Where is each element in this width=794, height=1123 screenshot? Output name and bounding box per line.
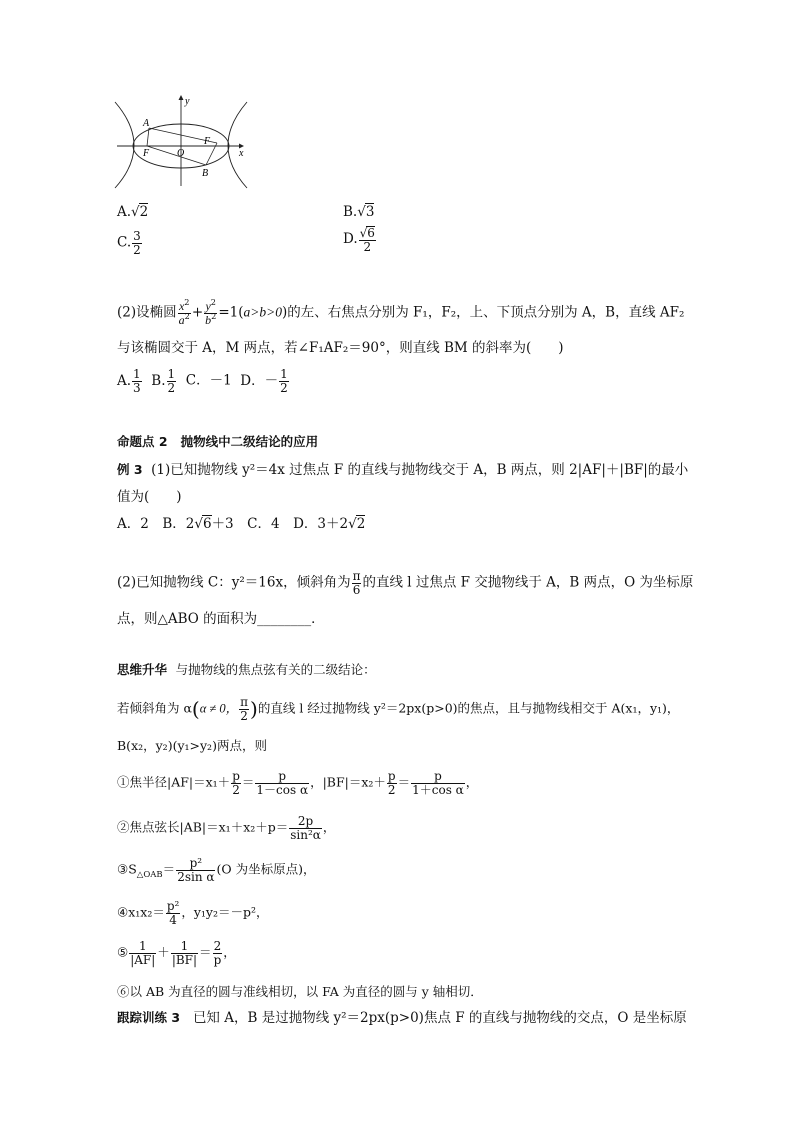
summary-condition-line1: 若倾斜角为 α(α ≠ 0， $\frac{\pi}{2}$ )的直线 l 经过抛物线 y²＝2px(p>0)的焦点，且与抛物线相交于 A(x₁，y₁)， bbox=[117, 695, 680, 723]
q1-option-c[interactable]: C. $\frac{3}{2}$ bbox=[117, 229, 141, 257]
section-heading-label: 命题点 2 bbox=[117, 434, 168, 449]
point-B-label: B bbox=[202, 168, 209, 179]
axis-x-label: x bbox=[239, 148, 244, 159]
summary-title: 思维升华 bbox=[117, 662, 168, 677]
training-line: 跟踪训练 3 已知 A，B 是过抛物线 y²＝2px(p>0)焦点 F 的直线与抛物线的交点，O 是坐标原 bbox=[117, 1010, 687, 1026]
ex3-2-line2: 点，则△ABO 的面积为________． bbox=[117, 611, 325, 627]
q1-option-b[interactable]: B.√3 bbox=[343, 204, 375, 220]
hyperbola-right-branch bbox=[228, 102, 247, 188]
section-heading bbox=[117, 434, 318, 449]
rule-2: ②焦点弦长|AB|＝x₁＋x₂＋p＝ $\frac{2p}{\text{sin²α}}$ ， bbox=[117, 814, 336, 842]
summary-condition-line2: B(x₂，y₂)(y₁>y₂)两点，则 bbox=[117, 738, 267, 753]
pi-over-6-fraction: $\frac{\pi}{6}$ bbox=[352, 569, 361, 597]
q2-line1: (2)设椭圆 $\frac{x^2}{a^2}$ + $\frac{y^2}{b^2}$ =1(a>b>0)的左、右焦点分别为 F₁，F₂，上、下顶点分别为 A，B，直线 AF₂ bbox=[117, 297, 685, 327]
y-axis-arrow bbox=[179, 95, 184, 100]
q2-y-fraction: $\frac{y^2}{b^2}$ bbox=[205, 297, 217, 327]
q1-option-c-fraction: $\frac{3}{2}$ bbox=[133, 229, 141, 257]
hyperbola-left-branch bbox=[115, 102, 134, 188]
summary-intro: 与抛物线的焦点弦有关的二级结论： bbox=[175, 662, 376, 677]
q2-option-d[interactable]: D．－ $\frac{1}{2}$ bbox=[240, 367, 288, 395]
rule-5: ⑤ $\frac{1}{|AF|}$ ＋ $\frac{1}{|BF|}$ ＝ $\frac{2}{p}$ ， bbox=[117, 939, 236, 967]
rule-1: ①焦半径|AF|＝x₁＋ $\frac{p}{2}$ ＝ $\frac{p}{\text{1－cos α}}$ ，|BF|＝x₂＋ $\frac{p}{2}$ ＝ $\frac{p}{\text{1＋cos α}}$ ， bbox=[117, 769, 479, 797]
rule-3: $③S_{\triangle OAB}=$ $\frac{\text{p²}}{\text{2sin α}}$ (O 为坐标原点)， bbox=[117, 856, 316, 884]
ex3-line1: 例 3 (1)已知抛物线 y²＝4x 过焦点 F 的直线与抛物线交于 A，B 两点，则 2|AF|＋|BF|的最小 bbox=[117, 462, 689, 478]
ex3-options: A．2 B．2√6＋3 C．4 D．3＋2√2 bbox=[117, 516, 366, 532]
section-heading-title: 抛物线中二级结论的应用 bbox=[180, 434, 319, 449]
q1-option-d[interactable]: D. $\frac{√6}{2}$ bbox=[343, 226, 375, 254]
ex3-2-line1: (2)已知抛物线 C：y²＝16x，倾斜角为 $\frac{\pi}{6}$ 的直线 l 过焦点 F 交抛物线于 A，B 两点，O 为坐标原 bbox=[117, 569, 694, 597]
point-F2-label: F bbox=[204, 136, 211, 147]
point-F1-label: F bbox=[143, 148, 150, 159]
rule-6: ⑥以 AB 为直径的圆与准线相切，以 FA 为直径的圆与 y 轴相切． bbox=[117, 984, 483, 999]
q2-option-b[interactable]: B. $\frac{1}{2}$ bbox=[151, 367, 176, 395]
point-O-label: O bbox=[177, 148, 185, 159]
rule-4: ④x₁x₂＝ $\frac{\text{p²}}{4}$ ，y₁y₂＝－p²， bbox=[117, 899, 269, 927]
axis-y-label: y bbox=[185, 96, 190, 107]
summary-heading bbox=[117, 662, 376, 678]
q2-option-c[interactable]: C．－1 bbox=[185, 372, 232, 389]
q1-option-a-radicand: 2 bbox=[139, 204, 149, 220]
q2-option-a[interactable]: A. $\frac{1}{3}$ bbox=[117, 367, 141, 395]
ex3-label: 例 3 bbox=[117, 462, 143, 477]
training-label: 跟踪训练 3 bbox=[117, 1010, 181, 1025]
q1-option-d-fraction: $\frac{√6}{2}$ bbox=[359, 226, 375, 254]
point-A-label: A bbox=[143, 118, 150, 129]
q1-option-b-radicand: 3 bbox=[365, 204, 375, 220]
q2-line2: 与该椭圆交于 A，M 两点，若∠F₁AF₂＝90°，则直线 BM 的斜率为( ) bbox=[117, 340, 564, 356]
q2-x-fraction: $\frac{x^2}{a^2}$ bbox=[178, 297, 190, 327]
ellipse-figure bbox=[113, 94, 253, 190]
q1-option-a[interactable]: A.√2 bbox=[117, 204, 149, 220]
q2-options bbox=[117, 368, 290, 394]
ex3-line2: 值为( ) bbox=[117, 489, 182, 505]
